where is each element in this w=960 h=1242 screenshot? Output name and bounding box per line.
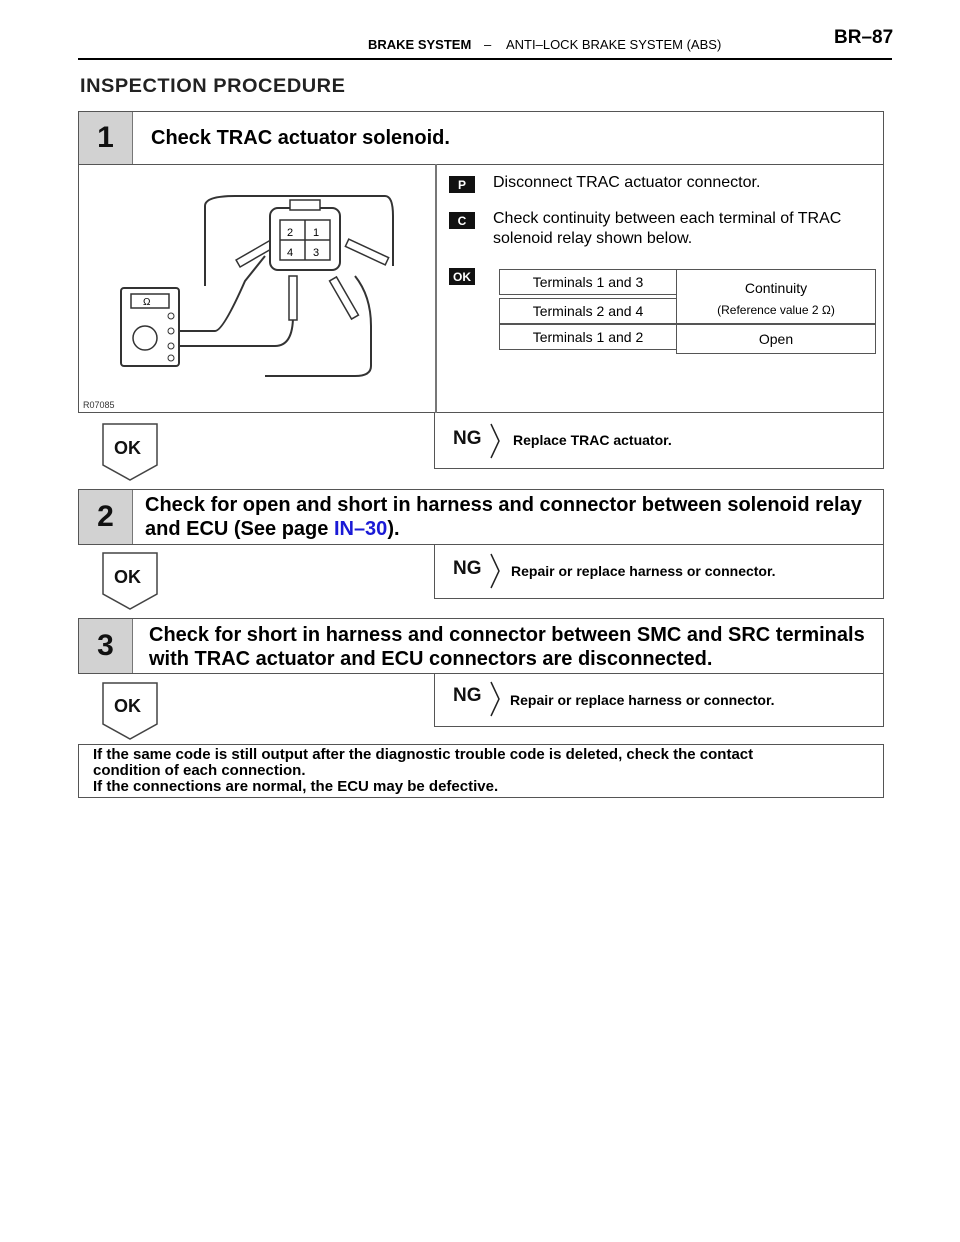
ng-arrow-icon	[489, 422, 501, 460]
step1-number: 1	[79, 112, 133, 164]
svg-text:1: 1	[313, 227, 320, 239]
step1-check-text-2: solenoid relay shown below.	[493, 230, 693, 247]
step3-ng-box	[434, 673, 884, 727]
page-link-in30[interactable]: IN–30	[333, 518, 388, 540]
figure-code: R07085	[83, 400, 115, 410]
step2-ng-box	[434, 544, 884, 599]
step3-title-line2: with TRAC actuator and ECU connectors are disconnected.	[149, 648, 713, 670]
svg-text:3: 3	[313, 247, 320, 259]
terminal-row-2: Terminals 2 and 4	[499, 298, 677, 324]
step1-ng-box	[434, 412, 884, 469]
header-page-number: BR–87	[834, 27, 894, 48]
step1-title-box	[78, 111, 884, 165]
svg-text:Ω: Ω	[143, 297, 151, 308]
step2-ng-label: NG	[453, 558, 482, 579]
result-open: Open	[676, 324, 876, 354]
step1-ng-label: NG	[453, 428, 482, 449]
step1-ng-action: Replace TRAC actuator.	[513, 432, 672, 448]
step1-title: Check TRAC actuator solenoid.	[151, 127, 450, 149]
final-note-box	[78, 744, 884, 798]
step2-title-box	[78, 489, 884, 545]
step2-title-line1: Check for open and short in harness and connector between solenoid relay	[145, 494, 862, 516]
svg-text:2: 2	[287, 227, 294, 239]
step3-ng-action: Repair or replace harness or connector.	[510, 692, 775, 708]
step3-title-line1: Check for short in harness and connector between SMC and SRC terminals	[149, 624, 865, 646]
result-continuity-cell	[676, 269, 876, 324]
ng-arrow-icon	[489, 680, 501, 718]
ok-mark-icon: OK	[449, 268, 475, 285]
figure-divider	[435, 164, 437, 413]
final-note-line3: If the connections are normal, the ECU may be defective.	[93, 778, 499, 795]
final-note-line2: condition of each connection.	[93, 762, 306, 779]
step2-title-line2	[145, 518, 400, 540]
final-note-line1: If the same code is still output after the diagnostic trouble code is deleted, check the contact	[93, 746, 754, 763]
step2-title-suffix: ).	[387, 518, 400, 540]
prepare-mark-icon: P	[449, 176, 475, 193]
svg-text:4: 4	[287, 247, 294, 259]
ng-arrow-icon	[489, 552, 501, 590]
step2-ok-label: OK	[114, 567, 141, 587]
continuity-test-figure	[115, 186, 431, 386]
step1-check-text-1: Check continuity between each terminal of TRAC	[493, 210, 842, 227]
header-rule	[78, 58, 892, 60]
step1-ok-label: OK	[114, 438, 141, 458]
terminal-row-3: Terminals 1 and 2	[499, 324, 677, 350]
step2-ng-action: Repair or replace harness or connector.	[511, 563, 776, 579]
step3-number: 3	[79, 619, 133, 673]
inspection-title: INSPECTION PROCEDURE	[80, 76, 346, 97]
header-dash: –	[484, 37, 492, 52]
terminal-row-1: Terminals 1 and 3	[499, 269, 677, 295]
header-subsection: ANTI–LOCK BRAKE SYSTEM (ABS)	[506, 37, 722, 52]
step2-title-prefix: and ECU (See page	[145, 518, 334, 540]
header-section: BRAKE SYSTEM	[368, 37, 472, 52]
result-reference-value: (Reference value 2 Ω)	[717, 303, 835, 317]
check-mark-icon: C	[449, 212, 475, 229]
step3-title-box	[78, 618, 884, 674]
step1-prepare-text: Disconnect TRAC actuator connector.	[493, 174, 761, 191]
result-continuity: Continuity	[744, 280, 808, 296]
step2-number: 2	[79, 490, 133, 544]
step3-ok-label: OK	[114, 696, 141, 716]
step1-body-box	[78, 164, 884, 413]
step3-ng-label: NG	[453, 685, 482, 706]
